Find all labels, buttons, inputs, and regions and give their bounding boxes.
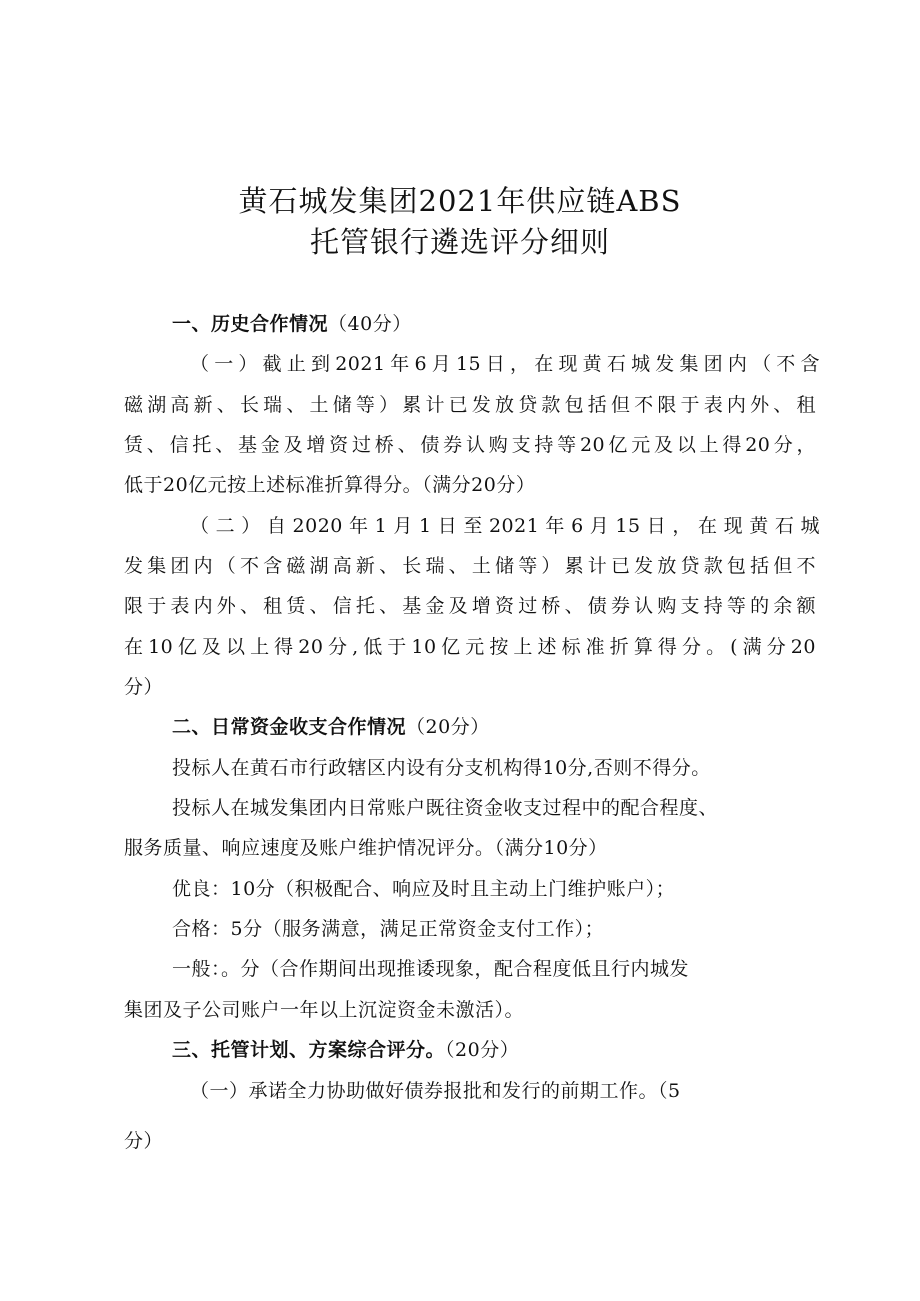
paragraph-line: 分）: [124, 1130, 164, 1152]
paragraph-line: 合格：5分（服务满意，满足正常资金支付工作）；: [172, 918, 605, 940]
paragraph-line: 投标人在城发集团内日常账户既往资金收支过程中的配合程度、: [172, 797, 719, 819]
section-heading-text: 三、托管计划、方案综合评分。: [172, 1039, 446, 1061]
paragraph-line: 赁、信托、基金及增资过桥、债券认购支持等20亿元及以上得20分，: [124, 434, 816, 456]
paragraph-line: 发集团内（不含磁湖高新、长瑞、土储等）累计已发放贷款包括但不: [124, 555, 816, 577]
paragraph-line: 集团及子公司账户一年以上沉淀资金未激活）。: [124, 999, 525, 1021]
section-heading-text: 一、历史合作情况: [172, 313, 329, 335]
paragraph-line: 优良：10分（积极配合、响应及时且主动上门维护账户）；: [172, 878, 676, 900]
section-heading-text: 二、日常资金收支合作情况: [172, 716, 407, 738]
paragraph-line: 限于表内外、租赁、信托、基金及增资过桥、债券认购支持等的余额: [124, 595, 816, 617]
paragraph-line: 分）: [124, 676, 164, 698]
paragraph-line: 服务质量、响应速度及账户维护情况评分。（满分10分）: [124, 837, 608, 859]
paragraph-line: 磁湖高新、长瑞、土储等）累计已发放贷款包括但不限于表内外、租: [124, 394, 816, 416]
section-heading-score: （20分）: [445, 1039, 520, 1061]
document-title-line-1: 黄石城发集团2021年供应链ABS: [238, 184, 682, 218]
paragraph-line: 投标人在黄石市行政辖区内设有分支机构得10分,否则不得分。: [172, 757, 711, 779]
section-heading-custody-plan: [172, 1037, 872, 1063]
section-heading-daily-funds: [172, 714, 872, 740]
paragraph-line: （二）自2020年1月1日至2021年6月15日，在现黄石城: [190, 515, 820, 537]
section-heading-score: （40分）: [328, 313, 412, 335]
paragraph-line: 低于20亿元按上述标准折算得分。（满分20分）: [124, 474, 536, 496]
paragraph-line: 一般：。分（合作期间出现推诿现象，配合程度低且行内城发: [172, 958, 690, 980]
paragraph-line: （一）截止到2021年6月15日，在现黄石城发集团内（不含: [190, 353, 820, 375]
paragraph-line: （一）承诺全力协助做好债券报批和发行的前期工作。（5: [190, 1080, 681, 1102]
section-heading-history: [172, 311, 872, 337]
section-heading-score: （20分）: [406, 716, 490, 738]
document-title-line-2: 托管银行遴选评分细则: [309, 225, 610, 259]
paragraph-line: 在10亿及以上得20分,低于10亿元按上述标准折算得分。(满分20: [124, 636, 816, 658]
